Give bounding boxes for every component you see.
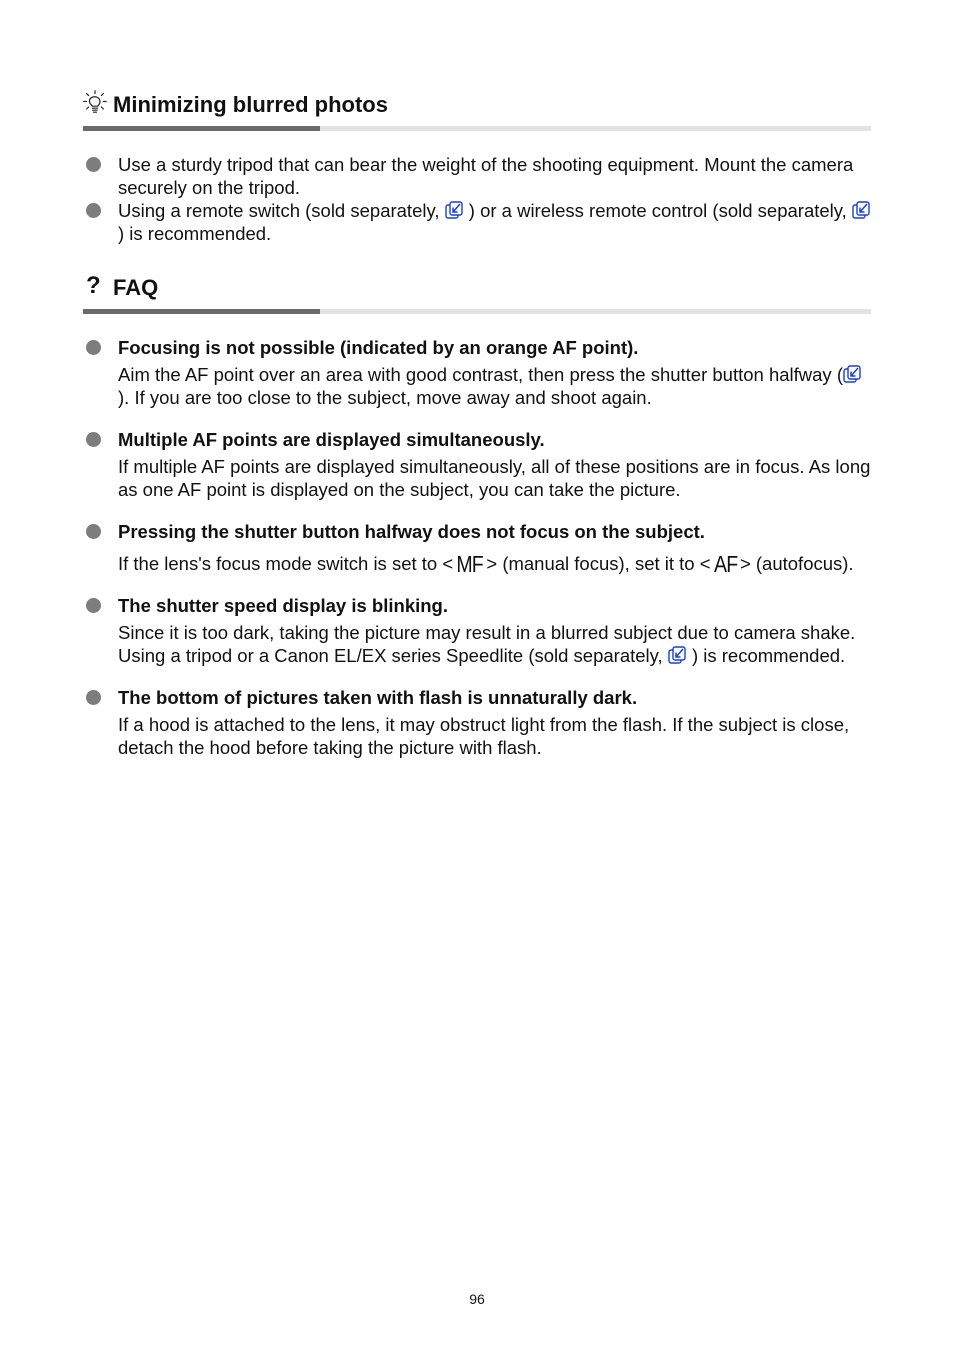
lightbulb-icon bbox=[83, 90, 111, 120]
faq-question: Focusing is not possible (indicated by an orange AF point). bbox=[118, 337, 639, 358]
faq-question: The shutter speed display is blinking. bbox=[118, 595, 448, 616]
tips-section bbox=[83, 92, 871, 245]
faq-question: The bottom of pictures taken with flash is unnaturally dark. bbox=[118, 687, 638, 708]
tip-text-part: ) or a wireless remote control (sold separately, bbox=[463, 200, 852, 221]
section-divider bbox=[83, 126, 871, 131]
bullet-icon bbox=[86, 203, 101, 218]
tip-text: Use a sturdy tripod that can bear the weight of the shooting equipment. Mount the camera securely on the tripod. bbox=[118, 154, 854, 198]
bullet-icon bbox=[86, 157, 101, 172]
faq-answer: If multiple AF points are displayed simultaneously, all of these positions are in focus. As long as one AF point is displayed on the subject, you can take the picture. bbox=[118, 456, 871, 500]
faq-answer-part: Since it is too dark, taking the picture may result in a blurred subject due to camera shake. Using a tripod or a Canon EL/EX series Speedlite (sold separately, bbox=[118, 622, 856, 666]
tips-list bbox=[83, 153, 871, 245]
faq-heading bbox=[83, 275, 871, 301]
bullet-icon bbox=[86, 690, 101, 705]
list-item bbox=[83, 199, 871, 245]
faq-answer-part: > (autofocus). bbox=[739, 553, 854, 574]
faq-title: FAQ bbox=[113, 275, 159, 300]
faq-answer bbox=[118, 552, 871, 575]
faq-answer-part: ) is recommended. bbox=[686, 645, 846, 666]
faq-answer-part: If the lens's focus mode switch is set to < bbox=[118, 553, 454, 574]
faq-question: Multiple AF points are displayed simultaneously. bbox=[118, 429, 545, 450]
manual-focus-symbol: MF bbox=[456, 551, 484, 577]
tips-title: Minimizing blurred photos bbox=[113, 92, 388, 117]
faq-item bbox=[83, 336, 871, 409]
faq-item bbox=[83, 686, 871, 759]
tip-text-part: Using a remote switch (sold separately, bbox=[118, 200, 445, 221]
faq-question: Pressing the shutter button halfway does not focus on the subject. bbox=[118, 521, 705, 542]
question-mark-icon bbox=[83, 273, 111, 303]
faq-item bbox=[83, 594, 871, 667]
faq-answer bbox=[118, 621, 871, 667]
faq-answer-part: > (manual focus), set it to < bbox=[486, 553, 711, 574]
faq-answer-part: Aim the AF point over an area with good contrast, then press the shutter button halfway ( bbox=[118, 364, 843, 385]
faq-section bbox=[83, 275, 871, 759]
faq-item bbox=[83, 520, 871, 575]
tip-text-part: ) is recommended. bbox=[118, 223, 272, 244]
section-divider bbox=[83, 309, 871, 314]
page-reference-icon[interactable] bbox=[445, 201, 464, 220]
faq-answer-part: ). If you are too close to the subject, move away and shoot again. bbox=[118, 387, 652, 408]
autofocus-symbol: AF bbox=[713, 551, 737, 577]
bullet-icon bbox=[86, 432, 101, 447]
list-item bbox=[83, 153, 871, 199]
bullet-icon bbox=[86, 598, 101, 613]
tips-heading bbox=[83, 92, 871, 118]
page-number: 96 bbox=[469, 1291, 485, 1307]
faq-item bbox=[83, 428, 871, 501]
page-reference-icon[interactable] bbox=[852, 201, 871, 220]
faq-answer: If a hood is attached to the lens, it may obstruct light from the flash. If the subject is close, detach the hood before taking the picture with flash. bbox=[118, 714, 850, 758]
faq-list bbox=[83, 336, 871, 759]
page-reference-icon[interactable] bbox=[843, 365, 862, 384]
page-reference-icon[interactable] bbox=[668, 646, 687, 665]
bullet-icon bbox=[86, 340, 101, 355]
bullet-icon bbox=[86, 524, 101, 539]
svg-text:?: ? bbox=[86, 273, 101, 297]
faq-answer bbox=[118, 363, 871, 409]
